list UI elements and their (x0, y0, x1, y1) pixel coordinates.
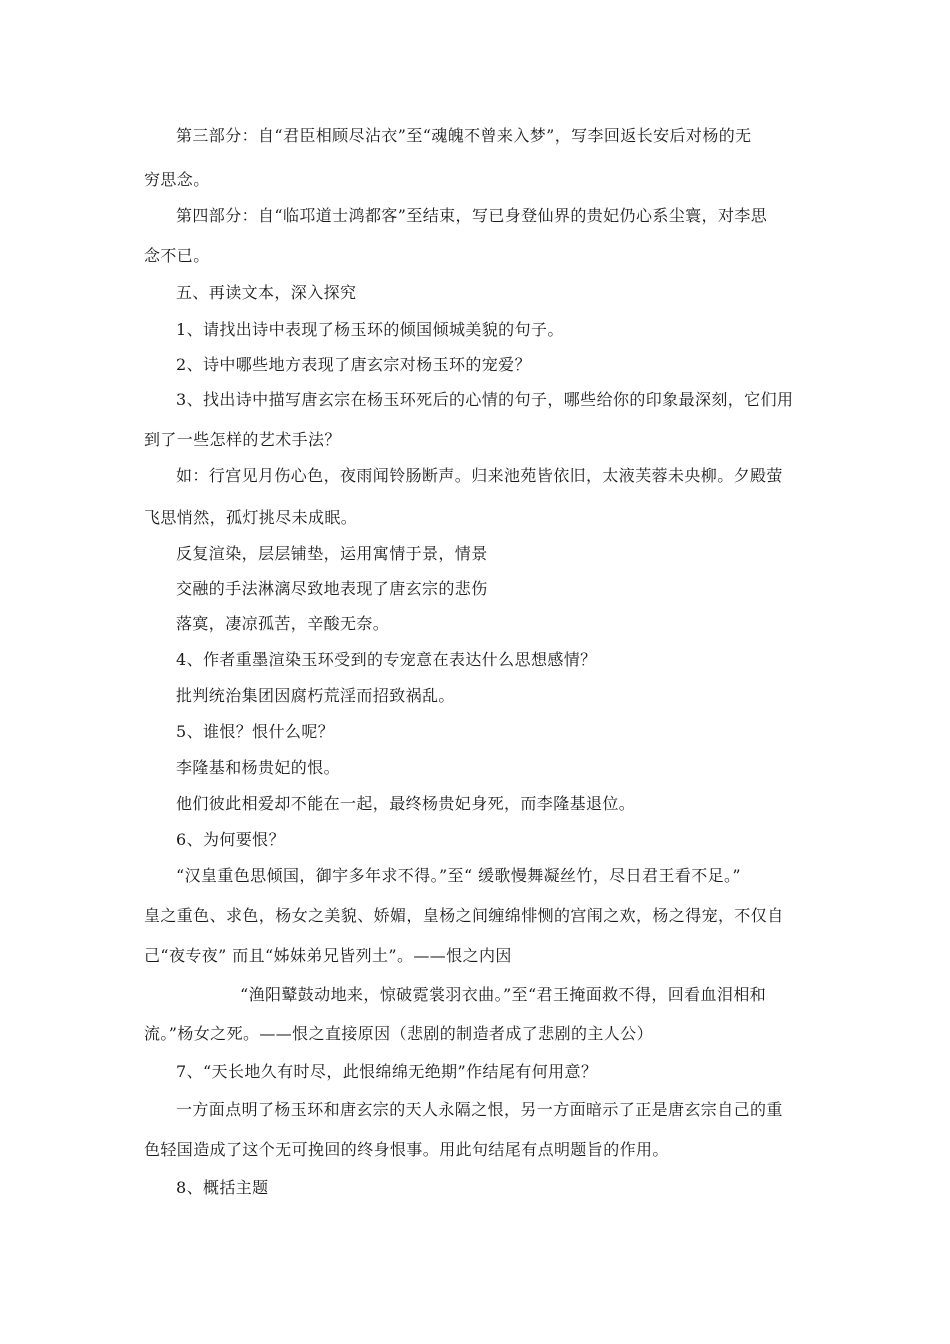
question-line: 到了一些怎样的艺术手法？ (144, 430, 341, 449)
question-line: 8、概括主题 (176, 1178, 269, 1197)
answer-line: 反复渲染，层层铺垫，运用寓情于景，情景 (176, 544, 488, 563)
answer-line: 如：行宫见月伤心色，夜雨闻铃肠断声。归来池苑皆依旧，太液芙蓉未央柳。夕殿萤 (176, 466, 783, 485)
paragraph-line: 穷思念。 (144, 170, 210, 189)
answer-line: 批判统治集团因腐朽荒淫而招致祸乱。 (176, 686, 455, 705)
answer-line: 色轻国造成了这个无可挽回的终身恨事。用此句结尾有点明题旨的作用。 (144, 1140, 669, 1159)
answer-line: “汉皇重色思倾国，御宇多年求不得。”至“ 缓歌慢舞凝丝竹，尽日君王看不足。” (176, 866, 742, 885)
question-line: 6、为何要恨？ (176, 830, 285, 849)
answer-line: 飞思悄然，孤灯挑尽未成眠。 (144, 508, 358, 527)
answer-line: “渔阳鼙鼓动地来，惊破霓裳羽衣曲。”至“君王掩面救不得，回看血泪相和 (240, 985, 767, 1004)
paragraph-line: 第四部分：自“临邛道士鸿都客”至结束，写已身登仙界的贵妃仍心系尘寰，对李思 (176, 206, 768, 225)
answer-line: 交融的手法淋漓尽致地表现了唐玄宗的悲伤 (176, 579, 488, 598)
question-line: 5、谁恨？恨什么呢？ (176, 722, 335, 741)
answer-line: 皇之重色、求色，杨女之美貌、娇媚，皇杨之间缠绵悱恻的宫闱之欢，杨之得宠，不仅自 (144, 906, 784, 925)
section-heading: 五、再读文本，深入探究 (176, 283, 357, 302)
answer-line: 一方面点明了杨玉环和唐玄宗的天人永隔之恨，另一方面暗示了正是唐玄宗自己的重 (176, 1100, 783, 1119)
answer-line: 己“夜专夜” 而且“姊妹弟兄皆列土”。——恨之内因 (144, 946, 512, 965)
question-line: 3、找出诗中描写唐玄宗在杨玉环死后的心情的句子，哪些给你的印象最深刻，它们用 (176, 390, 794, 409)
question-line: 1、请找出诗中表现了杨玉环的倾国倾城美貌的句子。 (176, 320, 564, 339)
answer-line: 流。”杨女之死。——恨之直接原因（悲剧的制造者成了悲剧的主人公） (144, 1024, 653, 1043)
answer-line: 李隆基和杨贵妃的恨。 (176, 758, 341, 777)
answer-line: 他们彼此相爱却不能在一起，最终杨贵妃身死，而李隆基退位。 (176, 794, 636, 813)
paragraph-line: 第三部分：自“君臣相顾尽沾衣”至“魂魄不曾来入梦”，写李回返长安后对杨的无 (176, 126, 752, 145)
answer-line: 落寞，凄凉孤苦，辛酸无奈。 (176, 614, 390, 633)
paragraph-line: 念不已。 (144, 246, 210, 265)
question-line: 7、“天长地久有时尽，此恨绵绵无绝期”作结尾有何用意？ (176, 1062, 598, 1081)
question-line: 2、诗中哪些地方表现了唐玄宗对杨玉环的宠爱？ (176, 355, 531, 374)
question-line: 4、作者重墨渲染玉环受到的专宠意在表达什么思想感情？ (176, 650, 597, 669)
